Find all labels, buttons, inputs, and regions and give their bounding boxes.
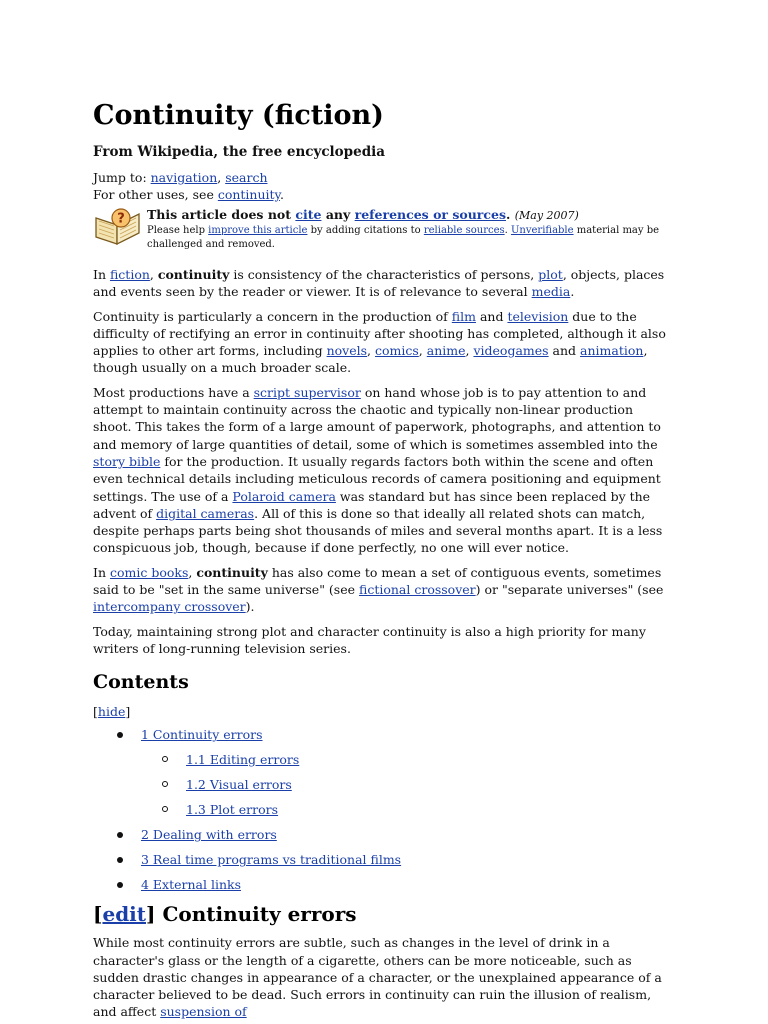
- notice-b3: .: [504, 225, 511, 236]
- p4-t2: has also come to mean a set of contiguous events, sometimes said to be "set in the same universe" (see: [93, 564, 662, 598]
- p2-t0: Continuity is particularly a concern in the production of: [93, 308, 452, 324]
- edit-bracket-close: ]: [146, 902, 156, 927]
- notice-t1: This article does not: [147, 207, 296, 222]
- toc-item: [93, 751, 675, 768]
- p4-t0: In: [93, 564, 110, 580]
- reliable-sources-link[interactable]: reliable sources: [423, 225, 505, 236]
- p2-s3: ,: [465, 343, 474, 359]
- book-question-icon-graphic: [93, 206, 145, 246]
- script-supervisor-link[interactable]: script supervisor: [253, 384, 361, 400]
- toc-link-real-time-programs[interactable]: 3 Real time programs vs traditional films: [141, 852, 402, 868]
- section-title: Continuity errors: [155, 902, 357, 927]
- p2-t3: and: [548, 343, 581, 359]
- p1-t0: In: [93, 267, 110, 282]
- toc-item: [93, 726, 675, 743]
- notice-body: [147, 224, 675, 252]
- notice-text: [147, 206, 675, 252]
- book-question-icon: [93, 206, 147, 250]
- references-sources-link[interactable]: references or sources: [354, 207, 506, 222]
- toc-link-external-links[interactable]: 4 External links: [141, 877, 242, 893]
- toc-link-continuity-errors[interactable]: 1 Continuity errors: [141, 727, 263, 743]
- s1-t0: While most continuity errors are subtle, such as changes in the level of drink in a character's glass or the length of a cigarette, others can be more noticeable, such as sudden drastic changes in appearance of a character, or the unexplained appearance of a character believed to be dead. Such errors in continuity can ruin the illusion of realism, and affect: [93, 935, 662, 1020]
- unverifiable-link[interactable]: Unverifiable: [510, 225, 574, 236]
- jump-prefix: Jump to:: [93, 170, 151, 185]
- toc-item: [93, 826, 675, 843]
- jump-separator: ,: [217, 170, 226, 185]
- toc-hide-toggle: [93, 703, 675, 720]
- polaroid-camera-link[interactable]: Polaroid camera: [232, 488, 336, 504]
- digital-cameras-link[interactable]: digital cameras: [156, 505, 255, 521]
- p4-t1: ,: [188, 564, 197, 580]
- improve-article-link[interactable]: improve this article: [208, 225, 308, 236]
- p3-t4: . All of this is done so that ideally all related shots can match, despite perhaps parts being shot thousands of miles and several months apart. It is a less conspicuous job, though, because if done perfectly, no one will ever notice.: [93, 505, 663, 556]
- toc-bracket-open: [: [93, 704, 98, 720]
- anime-link[interactable]: anime: [426, 343, 466, 359]
- p3-t0: Most productions have a: [93, 384, 254, 400]
- suspension-of-disbelief-link[interactable]: suspension of: [160, 1004, 247, 1020]
- other-uses-line: [93, 186, 675, 203]
- fictional-crossover-link[interactable]: fictional crossover: [358, 582, 476, 598]
- toc-item: [93, 776, 675, 793]
- p2-t4: , though usually on a much broader scale.: [93, 343, 648, 376]
- cite-link[interactable]: cite: [295, 207, 322, 222]
- p4-t4: ).: [245, 599, 255, 615]
- script-supervisor-paragraph: [93, 384, 675, 557]
- continuity-errors-paragraph: [93, 934, 675, 1020]
- continuity-term-2: continuity: [196, 564, 268, 580]
- notice-b1: Please help: [147, 225, 209, 236]
- unreferenced-notice: [93, 206, 675, 252]
- p3-t2: for the production. It usually regards factors both within the scene and often even technical details including meticulous records of camera positioning and equipment settings. The use of a: [93, 453, 661, 504]
- p1-t1: ,: [149, 267, 158, 282]
- plot-link[interactable]: plot: [538, 267, 563, 282]
- edit-section-link[interactable]: edit: [102, 902, 147, 927]
- television-link[interactable]: television: [507, 308, 569, 324]
- toc-bracket-close: ]: [125, 704, 131, 720]
- toc-link-dealing-with-errors[interactable]: 2 Dealing with errors: [141, 827, 277, 843]
- p1-t3: , objects, places and events seen by the reader or viewer. It is of relevance to several: [93, 267, 665, 300]
- toc-item: [93, 851, 675, 868]
- film-link[interactable]: film: [451, 308, 476, 324]
- toc-link-plot-errors[interactable]: 1.3 Plot errors: [186, 802, 279, 818]
- toc-item: [93, 801, 675, 818]
- p2-t2: due to the difficulty of rectifying an error in continuity after shooting has completed, although it also applies to other art forms, including: [93, 308, 666, 359]
- toc-link-visual-errors[interactable]: 1.2 Visual errors: [186, 777, 292, 793]
- story-bible-link[interactable]: story bible: [93, 453, 161, 469]
- article-content: [93, 98, 675, 1021]
- notice-title: [147, 206, 675, 224]
- p2-s1: ,: [367, 343, 375, 359]
- novels-link[interactable]: novels: [326, 343, 368, 359]
- comic-books-paragraph: [93, 564, 675, 616]
- intro-paragraph: [93, 266, 675, 301]
- notice-t2: any: [321, 207, 355, 222]
- p4-t3: ) or "separate universes" (see: [475, 582, 664, 598]
- p1-t2: is consistency of the characteristics of persons,: [229, 267, 539, 282]
- intercompany-crossover-link[interactable]: intercompany crossover: [93, 599, 246, 615]
- p3-t3: was standard but has since been replaced by the advent of: [93, 488, 651, 521]
- p1-t4: .: [570, 284, 575, 300]
- toc-item: [93, 876, 675, 893]
- media-link[interactable]: media: [531, 284, 571, 300]
- notice-t3: .: [506, 207, 515, 222]
- p2-s2: ,: [418, 343, 427, 359]
- svg-text:?: ?: [117, 211, 125, 227]
- continuity-disambiguation-link[interactable]: continuity: [217, 187, 280, 202]
- other-uses-prefix: For other uses, see: [93, 187, 218, 202]
- search-link[interactable]: search: [225, 170, 268, 185]
- animation-link[interactable]: animation: [580, 343, 644, 359]
- notice-b2: by adding citations to: [307, 225, 424, 236]
- comic-books-link[interactable]: comic books: [109, 564, 189, 580]
- television-series-paragraph: Today, maintaining strong plot and character continuity is also a high priority for many writers of long-running television series.: [93, 623, 646, 656]
- other-uses-suffix: .: [279, 187, 284, 202]
- navigation-link[interactable]: navigation: [150, 170, 218, 185]
- site-subtitle: From Wikipedia, the free encyclopedia: [93, 144, 386, 160]
- notice-date: (May 2007): [514, 209, 579, 222]
- edit-bracket-open: [: [93, 902, 103, 927]
- toc-link-editing-errors[interactable]: 1.1 Editing errors: [186, 752, 300, 768]
- notice-b4: material may be challenged and removed.: [147, 225, 660, 250]
- p2-t1: and: [476, 308, 508, 324]
- continuity-term: continuity: [157, 267, 230, 282]
- fiction-link[interactable]: fiction: [109, 267, 150, 282]
- production-paragraph: [93, 308, 675, 377]
- p3-t1: on hand whose job is to pay attention to and attempt to maintain continuity across the chaotic and typically non-linear production shoot. This takes the form of a large amount of paperwork, photographs, and attention to and memory of large quantities of detail, some of which is sometimes assembled into the: [93, 384, 661, 452]
- contents-heading: Contents: [93, 671, 189, 694]
- toc-hide-link[interactable]: hide: [97, 704, 126, 720]
- page-title: Continuity (fiction): [93, 100, 384, 131]
- jump-to-line: [93, 169, 675, 186]
- videogames-link[interactable]: videogames: [473, 343, 549, 359]
- continuity-errors-heading: [93, 901, 675, 927]
- table-of-contents: [93, 726, 675, 893]
- comics-link[interactable]: comics: [375, 343, 419, 359]
